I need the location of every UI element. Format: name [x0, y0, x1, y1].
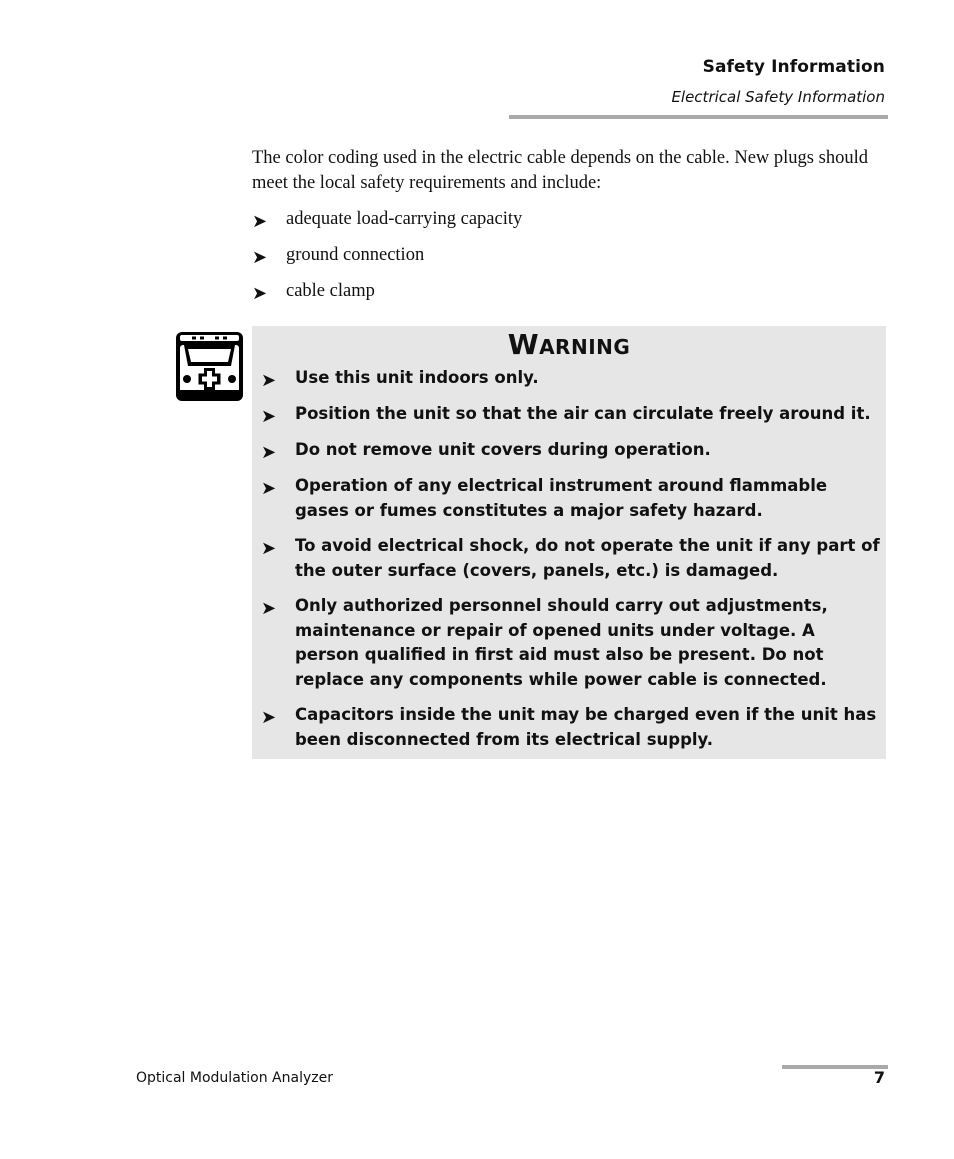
header-section-title: Electrical Safety Information	[671, 88, 885, 106]
arrow-bullet-icon: ➤	[261, 478, 277, 499]
intro-paragraph: The color coding used in the electric cable depends on the cable. New plugs should meet the local safety requirements and include:	[252, 148, 868, 193]
list-item	[252, 243, 872, 279]
arrow-bullet-icon: ➤	[261, 442, 277, 463]
warning-item-text: Operation of any electrical instrument around flammable gases or fumes constitutes a major safety hazard.	[295, 476, 828, 520]
header-chapter-title: Safety Information	[702, 57, 885, 77]
warning-list	[261, 366, 881, 763]
warning-item	[261, 594, 881, 692]
warning-box	[252, 326, 886, 759]
ambulance-warning-icon	[176, 332, 243, 401]
warning-title: Warning	[507, 328, 631, 361]
arrow-bullet-icon: ➤	[261, 406, 277, 427]
list-item-text: adequate load-carrying capacity	[286, 209, 523, 229]
warning-item-text: Capacitors inside the unit may be charged even if the unit has been disconnected from its electrical supply.	[295, 705, 877, 749]
warning-item	[261, 474, 881, 523]
warning-item	[261, 366, 881, 391]
warning-item	[261, 438, 881, 463]
list-item	[252, 279, 872, 315]
list-item	[252, 207, 872, 243]
list-item-text: cable clamp	[286, 281, 375, 301]
arrow-bullet-icon: ➤	[252, 211, 268, 232]
warning-item	[261, 402, 881, 427]
list-item-text: ground connection	[286, 245, 425, 265]
warning-item	[261, 703, 881, 752]
footer-rule	[782, 1065, 888, 1069]
warning-item-text: To avoid electrical shock, do not operate the unit if any part of the outer surface (covers, panels, etc.) is damaged.	[295, 536, 880, 580]
arrow-bullet-icon: ➤	[261, 598, 277, 619]
warning-item-text: Do not remove unit covers during operation.	[295, 440, 711, 459]
arrow-bullet-icon: ➤	[252, 247, 268, 268]
warning-item	[261, 534, 881, 583]
warning-item-text: Position the unit so that the air can circulate freely around it.	[295, 404, 871, 423]
arrow-bullet-icon: ➤	[261, 370, 277, 391]
page-number: 7	[873, 1068, 885, 1087]
arrow-bullet-icon: ➤	[252, 283, 268, 304]
arrow-bullet-icon: ➤	[261, 538, 277, 559]
arrow-bullet-icon: ➤	[261, 707, 277, 728]
footer-product-name: Optical Modulation Analyzer	[136, 1070, 333, 1086]
warning-item-text: Only authorized personnel should carry out adjustments, maintenance or repair of opened units under voltage. A person qualified in first aid must also be present. Do not replace any components while power cable is connected.	[295, 596, 828, 689]
header-rule	[509, 115, 888, 119]
warning-item-text: Use this unit indoors only.	[295, 368, 539, 387]
requirements-list	[252, 207, 872, 315]
